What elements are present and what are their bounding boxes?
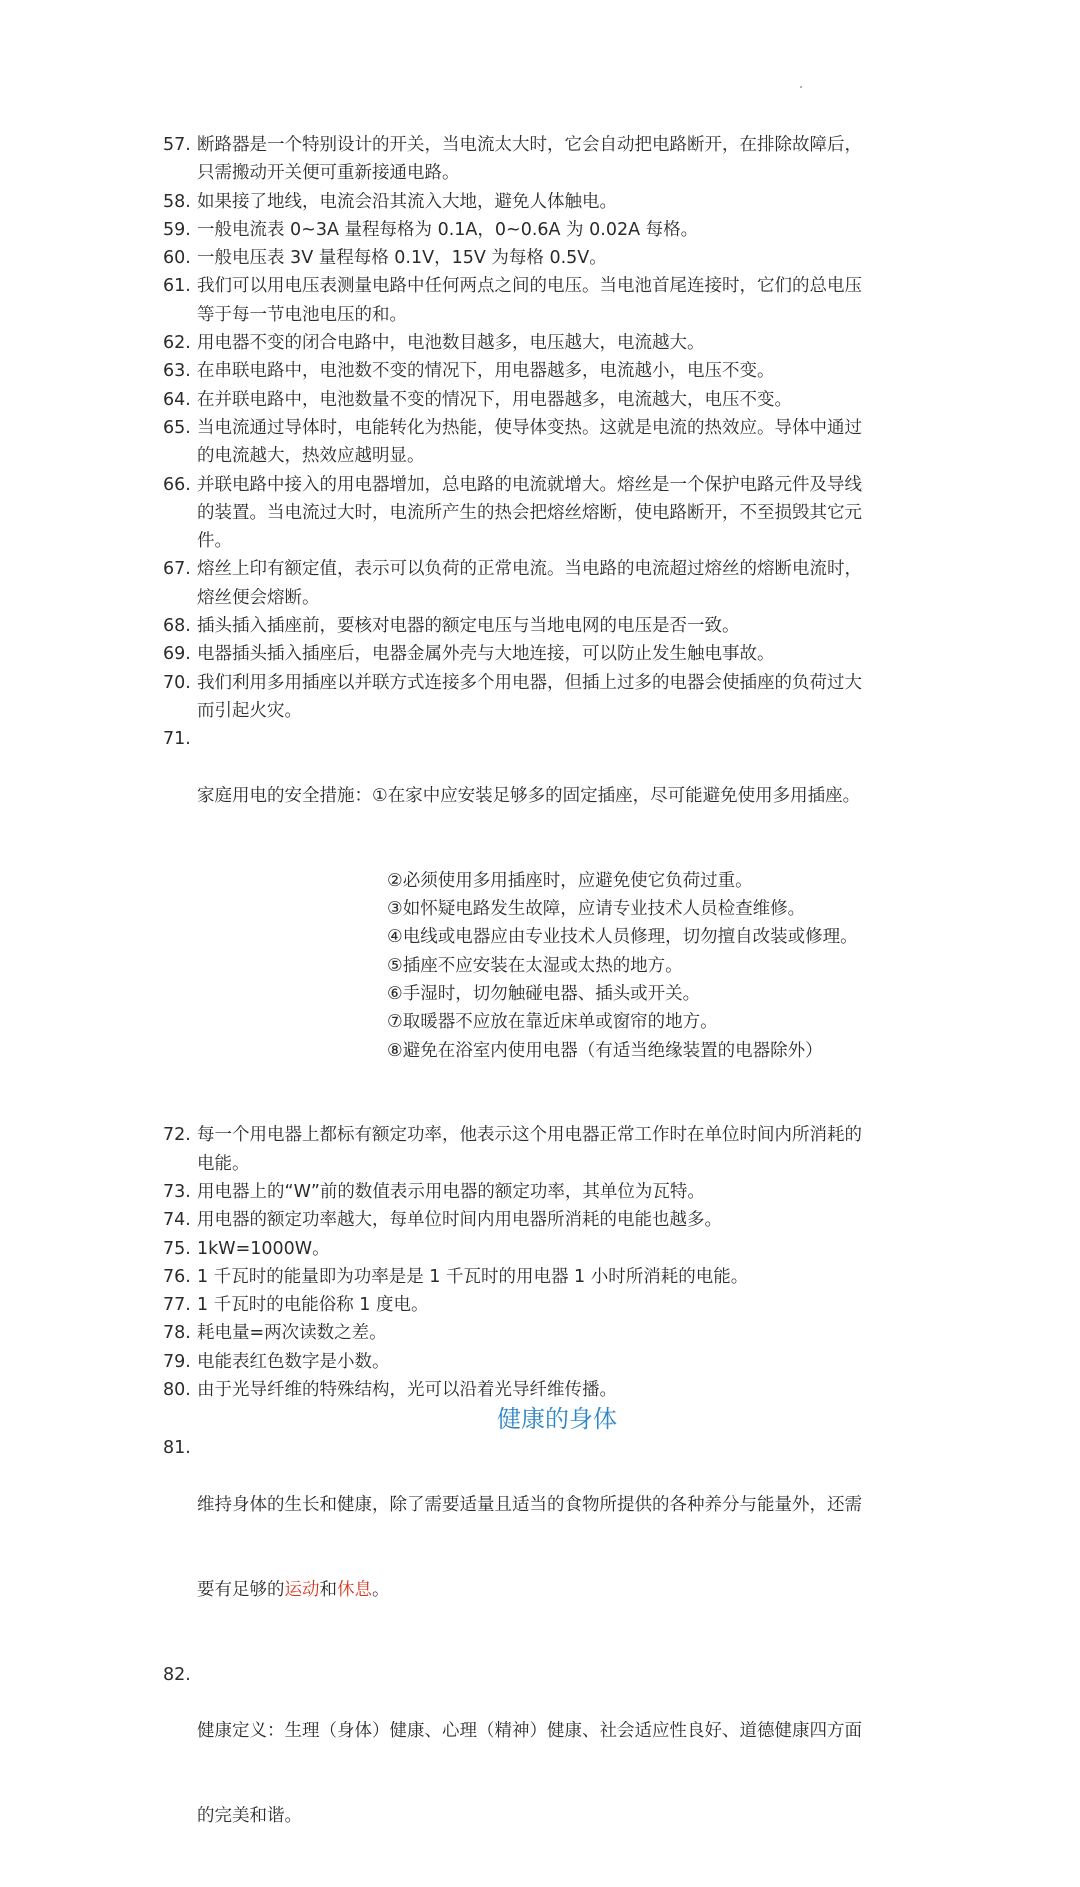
item-number: 72. [163,1125,191,1146]
item-text [197,1291,923,1319]
item-number: 68. [163,616,191,637]
item-number: 75. [163,1238,191,1259]
item-number: 76. [163,1266,191,1287]
item-number: 67. [163,559,191,580]
item-number: 70. [163,672,191,693]
list-item-63 [163,357,923,385]
item-line: 当电流通过导体时，电能转化为热能，使导体变热。这就是电流的热效应。导体中通过 [197,417,862,438]
scan-dot [800,86,802,88]
item-81-line-2 [197,1576,923,1604]
item-text [197,131,923,188]
list-item-72 [163,1121,923,1178]
item-number: 69. [163,644,191,665]
item-text [197,471,923,556]
item-text [197,329,923,357]
list-item-65 [163,414,923,471]
document-body [163,131,923,1887]
item-number: 71. [163,729,191,750]
list-item-61 [163,272,923,329]
item-line: 1kW=1000W。 [197,1238,330,1259]
section-heading: 健康的身体 [497,1405,617,1434]
item-number: 80. [163,1380,191,1401]
item-line: 由于光导纤维的特殊结构，光可以沿着光导纤维传播。 [197,1380,617,1401]
item-line: 断路器是一个特别设计的开关，当电流太大时，它会自动把电路断开，在排除故障后， [197,135,862,155]
item-text [197,555,923,612]
safety-measure-item: ④电线或电器应由专业技术人员修理，切勿擅自改装或修理。 [387,927,858,948]
safety-measure-item: ③如怀疑电路发生故障，应请专业技术人员检查维修。 [387,899,806,920]
list-item-57 [163,131,923,188]
item-number: 60. [163,248,191,269]
item-text [197,357,923,385]
item-text [197,1348,923,1376]
item-number: 58. [163,191,191,212]
text-span: 要有足够的 [197,1579,285,1600]
list-item-67 [163,555,923,612]
item-number: 64. [163,389,191,410]
list-item-64 [163,386,923,414]
item-line: 并联电路中接入的用电器增加，总电路的电流就增大。熔丝是一个保护电路元件及导线 [197,474,862,495]
item-line: 而引起火灾。 [197,700,302,721]
item-number: 78. [163,1323,191,1344]
item-number: 73. [163,1181,191,1202]
item-number: 63. [163,361,191,382]
item-text [197,188,923,216]
item-text [197,272,923,329]
item-line: 每一个用电器上都标有额定功率，他表示这个用电器正常工作时在单位时间内所消耗的 [197,1125,862,1146]
item-text [197,669,923,726]
item-line: 用电器的额定功率越大，每单位时间内用电器所消耗的电能也越多。 [197,1210,722,1231]
item-number: 74. [163,1210,191,1231]
item-number: 62. [163,333,191,354]
list-item-70 [163,669,923,726]
item-81-line-1: 维持身体的生长和健康，除了需要适量且适当的食物所提供的各种养分与能量外，还需 [197,1494,862,1515]
list-item-58 [163,188,923,216]
item-text [197,216,923,244]
item-line: 插头插入插座前，要核对电器的额定电压与当地电网的电压是否一致。 [197,616,740,637]
list-item-62 [163,329,923,357]
list-item-76 [163,1263,923,1291]
item-line: 我们可以用电压表测量电路中任何两点之间的电压。当电池首尾连接时，它们的总电压 [197,276,862,297]
item-line: 我们利用多用插座以并联方式连接多个用电器，但插上过多的电器会使插座的负荷过大 [197,672,862,693]
item-line: 1 千瓦时的能量即为功率是是 1 千瓦时的用电器 1 小时所消耗的电能。 [197,1266,749,1287]
item-text [197,1434,923,1660]
item-number: 81. [163,1438,191,1459]
item-line: 用电器上的“W”前的数值表示用电器的额定功率，其单位为瓦特。 [197,1181,705,1202]
item-line: 熔丝便会熔断。 [197,587,320,608]
safety-measures-list [197,867,923,1065]
item-82-line-2: 的完美和谐。 [197,1806,302,1827]
highlight-rest: 休息 [337,1579,372,1600]
list-item-75 [163,1235,923,1263]
list-item-80 [163,1376,923,1404]
list-item-73 [163,1178,923,1206]
item-number: 59. [163,219,191,240]
item-number: 82. [163,1664,191,1685]
item-line: 电能表红色数字是小数。 [197,1351,390,1372]
item-text [197,1263,923,1291]
text-span: 和 [319,1579,337,1600]
item-line: 在并联电路中，电池数量不变的情况下，用电器越多，电流越大，电压不变。 [197,389,792,410]
item-line: 的装置。当电流过大时，电流所产生的热会把熔丝熔断，使电路断开，不至损毁其它元 [197,502,862,523]
item-line: 一般电压表 3V 量程每格 0.1V，15V 为每格 0.5V。 [197,248,607,269]
list-item-66 [163,471,923,556]
item-number: 57. [163,135,191,155]
item-71-first-line: 家庭用电的安全措施：①在家中应安装足够多的固定插座，尽可能避免使用多用插座。 [197,785,861,806]
item-text [197,1121,923,1178]
list-item-60 [163,244,923,272]
item-number: 66. [163,474,191,495]
item-list-electric-b [163,1121,923,1404]
item-text [197,1206,923,1234]
item-text [197,244,923,272]
list-item-78 [163,1319,923,1347]
item-text [197,1376,923,1404]
item-text [197,386,923,414]
item-line: 等于每一节电池电压的和。 [197,304,407,325]
item-number: 77. [163,1295,191,1316]
item-line: 电能。 [197,1153,250,1174]
item-line: 电器插头插入插座后，电器金属外壳与大地连接，可以防止发生触电事故。 [197,644,775,665]
item-text [197,640,923,668]
item-text [197,1319,923,1347]
item-line: 一般电流表 0~3A 量程每格为 0.1A，0~0.6A 为 0.02A 每格。 [197,219,699,240]
safety-measure-item: ⑥手湿时，切勿触碰电器、插头或开关。 [387,983,701,1004]
item-text [197,1178,923,1206]
item-text [197,612,923,640]
item-82-line-1: 健康定义：生理（身体）健康、心理（精神）健康、社会适应性良好、道德健康四方面 [197,1721,862,1742]
item-line: 件。 [197,531,232,552]
item-line: 在串联电路中，电池数不变的情况下，用电器越多，电流越小，电压不变。 [197,361,775,382]
safety-measure-item: ②必须使用多用插座时，应避免使它负荷过重。 [387,870,753,891]
item-line: 用电器不变的闭合电路中，电池数目越多，电压越大，电流越大。 [197,333,705,354]
item-line: 耗电量=两次读数之差。 [197,1323,387,1344]
list-item-74 [163,1206,923,1234]
item-line: 的电流越大，热效应越明显。 [197,446,425,467]
item-text [197,725,923,1121]
item-list-electric-a [163,131,923,725]
list-item-71 [163,725,923,1121]
item-line: 如果接了地线，电流会沿其流入大地，避免人体触电。 [197,191,617,212]
list-item-77 [163,1291,923,1319]
list-item-59 [163,216,923,244]
list-item-79 [163,1348,923,1376]
safety-measure-item: ⑦取暖器不应放在靠近床单或窗帘的地方。 [387,1012,718,1033]
list-item-82 [163,1661,923,1887]
item-number: 79. [163,1351,191,1372]
highlight-exercise: 运动 [284,1579,320,1600]
item-line: 1 千瓦时的电能俗称 1 度电。 [197,1295,429,1316]
list-item-68 [163,612,923,640]
safety-measure-item: ⑧避免在浴室内使用电器（有适当绝缘装置的电器除外） [387,1040,823,1061]
list-item-69 [163,640,923,668]
item-line: 熔丝上印有额定值，表示可以负荷的正常电流。当电路的电流超过熔丝的熔断电流时， [197,559,862,580]
safety-measure-item: ⑤插座不应安装在太湿或太热的地方。 [387,955,683,976]
list-item-81 [163,1434,923,1660]
item-number: 65. [163,417,191,438]
item-line: 只需搬动开关便可重新接通电路。 [197,163,460,184]
item-text [197,1661,923,1887]
text-span: 。 [372,1579,390,1600]
item-number: 61. [163,276,191,297]
item-text [197,414,923,471]
item-text [197,1235,923,1263]
